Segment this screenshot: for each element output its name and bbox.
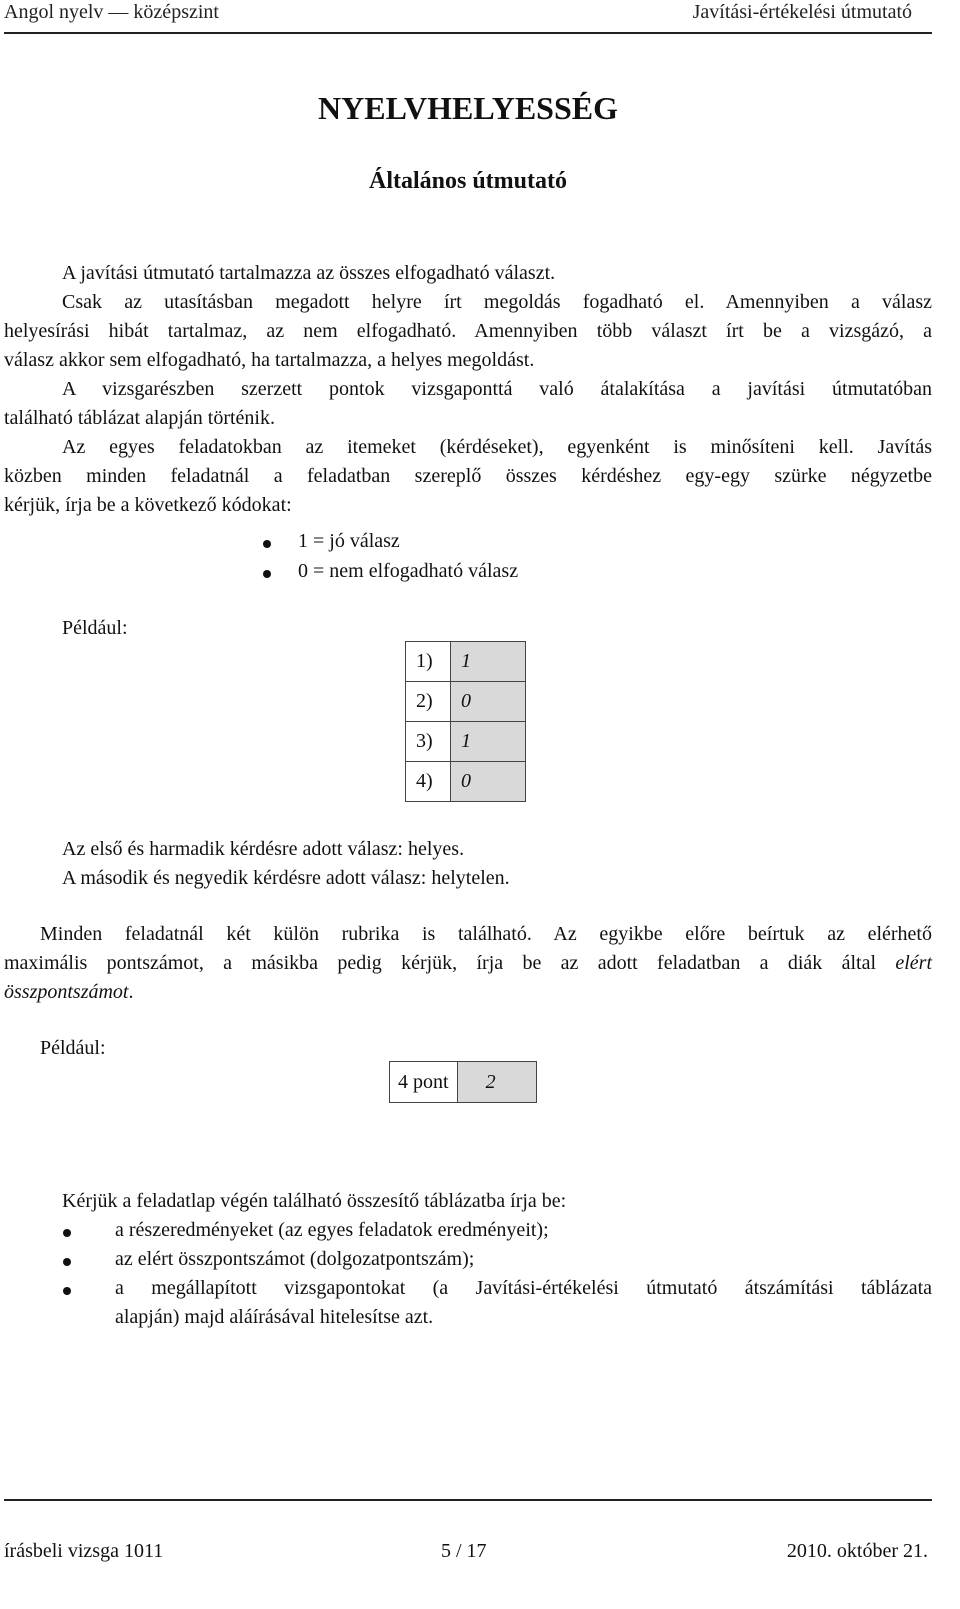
intro-line-3: helyesírási hibát tartalmaz, az nem elfogadható. Amennyiben több választ írt be a vizsgázó, a: [4, 320, 932, 342]
table-row: [406, 722, 526, 762]
table-row: [406, 642, 526, 682]
footer-left: írásbeli vizsga 1011: [4, 1540, 164, 1562]
summary-item-3: a megállapított vizsgapontokat (a Javítási-értékelési útmutató átszámítási táblázata: [115, 1277, 932, 1299]
rubric-line-3-end: .: [128, 981, 134, 1003]
footer-page-number: 5 / 17: [441, 1540, 487, 1562]
footer-rule: [4, 1499, 932, 1501]
example-label: Például:: [62, 617, 128, 639]
page-title: NYELVHELYESSÉG: [318, 90, 618, 126]
max-points-cell: 4 pont: [390, 1062, 458, 1103]
intro-line-1: A javítási útmutató tartalmazza az összes elfogadható választ.: [62, 262, 556, 284]
row-number: 4): [406, 762, 451, 802]
rubric-line-1: Minden feladatnál két külön rubrika is található. Az egyikbe előre beírtuk az elérhető: [40, 923, 932, 945]
bullet-dot: [63, 1287, 71, 1295]
header-rule: [4, 32, 932, 34]
intro-line-2: Csak az utasításban megadott helyre írt megoldás fogadható el. Amennyiben a válasz: [62, 291, 932, 313]
page-subtitle: Általános útmutató: [368, 168, 567, 194]
rubric-line-2-italic: elért: [895, 952, 933, 974]
row-number: 2): [406, 682, 451, 722]
summary-item-3-cont: alapján) majd aláírásával hitelesítse azt.: [115, 1306, 434, 1328]
table-row: [406, 762, 526, 802]
example-note-1: Az első és harmadik kérdésre adott válasz: helyes.: [62, 838, 465, 860]
row-code: 1: [451, 642, 526, 682]
intro-line-5: A vizsgarészben szerzett pontok vizsgaponttá való átalakítása a javítási útmutatóban: [62, 378, 932, 400]
summary-item-1: a részeredményeket (az egyes feladatok eredményeit);: [115, 1219, 549, 1241]
intro-line-4: válasz akkor sem elfogadható, ha tartalmazza, a helyes megoldást.: [4, 349, 535, 371]
code-item-2: 0 = nem elfogadható válasz: [298, 560, 519, 582]
points-box: [389, 1061, 537, 1103]
row-number: 3): [406, 722, 451, 762]
summary-item-2: az elért összpontszámot (dolgozatpontszám);: [115, 1248, 475, 1270]
intro-line-6: található táblázat alapján történik.: [4, 407, 275, 429]
rubric-line-3-italic: összpontszámot: [4, 981, 129, 1003]
example-note-2: A második és negyedik kérdésre adott válasz: helytelen.: [62, 867, 510, 889]
code-item-1: 1 = jó válasz: [298, 530, 400, 552]
bullet-dot: [263, 540, 271, 548]
row-code: 1: [451, 722, 526, 762]
intro-line-8: közben minden feladatnál a feladatban szereplő összes kérdéshez egy-egy szürke négyzetbe: [4, 465, 932, 487]
intro-line-7: Az egyes feladatokban az itemeket (kérdéseket), egyenként is minősíteni kell. Javítás: [62, 436, 932, 458]
rubric-line-2-text: maximális pontszámot, a másikba pedig kérjük, írja be az adott feladatban a diák által: [4, 952, 877, 974]
bullet-dot: [63, 1229, 71, 1237]
summary-intro: Kérjük a feladatlap végén található összesítő táblázatba írja be:: [62, 1190, 567, 1212]
row-number: 1): [406, 642, 451, 682]
intro-line-9: kérjük, írja be a következő kódokat:: [4, 494, 292, 516]
footer-date: 2010. október 21.: [786, 1540, 928, 1562]
rubric-line-2: [4, 952, 932, 975]
table-row: [406, 682, 526, 722]
row-code: 0: [451, 682, 526, 722]
bullet-dot: [63, 1258, 71, 1266]
header-right: Javítási-értékelési útmutató: [692, 1, 912, 23]
example-label-2: Például:: [40, 1037, 106, 1059]
rubric-line-3: [4, 981, 133, 1004]
row-code: 0: [451, 762, 526, 802]
header-left: Angol nyelv — középszint: [4, 1, 219, 23]
bullet-dot: [263, 570, 271, 578]
example-code-table: [405, 641, 526, 802]
achieved-points-cell: 2: [457, 1062, 536, 1103]
